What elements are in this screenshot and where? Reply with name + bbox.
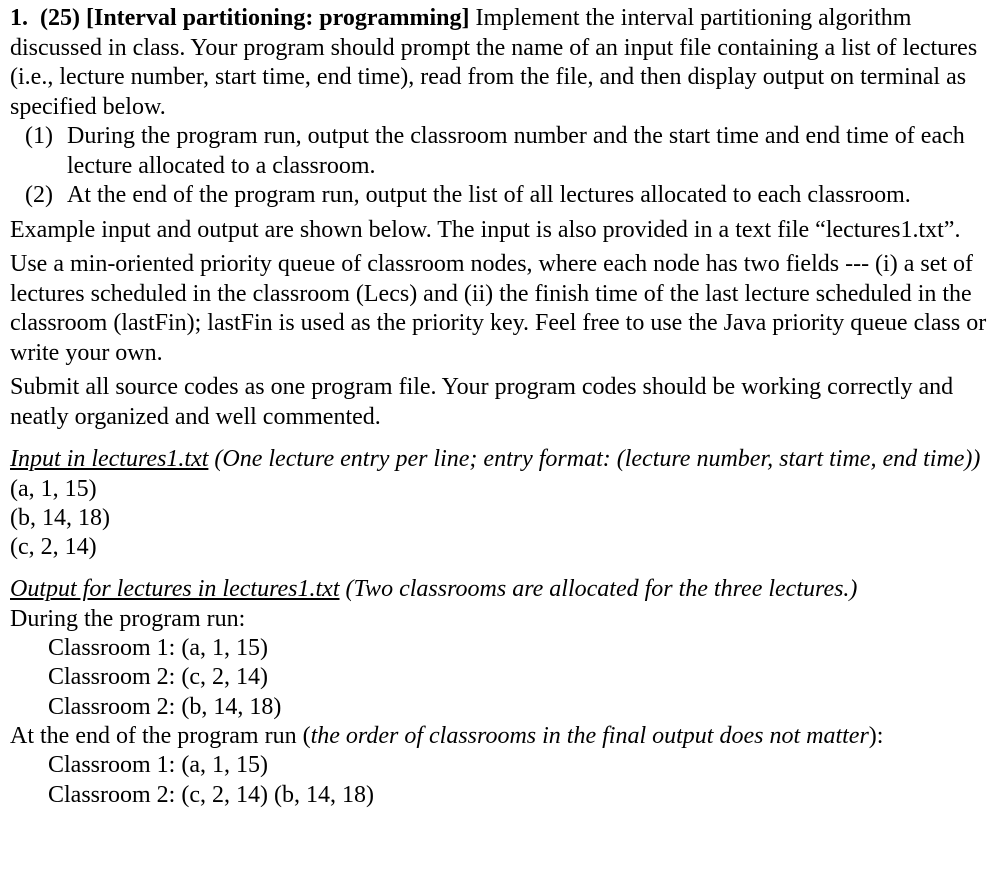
output-line: Classroom 2: (c, 2, 14) (b, 14, 18): [48, 781, 374, 808]
submit-note: Submit all source codes as one program file. Your program codes should be working correctly and neatly organized and well commented.: [10, 374, 954, 430]
question-tag: [Interval partitioning: programming]: [85, 5, 470, 31]
input-line: (c, 2, 14): [10, 534, 97, 561]
requirement-number: (1): [25, 123, 53, 149]
requirement-item: [10, 122, 1000, 181]
priority-queue-note: Use a min-oriented priority queue of classroom nodes, where each node has two fields --- (i) a set of lectures scheduled in the classroom (Lecs) and (ii) the finish time of the last lecture scheduled in the classroom (lastFin); lastFin is used as the priority key. Feel free to use the Java priority queue class or write your own.: [10, 251, 987, 366]
input-lines: [10, 475, 1000, 563]
question-points: (25): [40, 5, 80, 31]
requirement-text: At the end of the program run, output the list of all lectures allocated to each classroom.: [67, 182, 911, 208]
during-run-label: During the program run:: [10, 605, 246, 632]
end-label-end: ):: [868, 723, 884, 750]
question-intro: [10, 4, 1000, 122]
output-section-heading: [10, 575, 1000, 605]
requirement-item: [10, 181, 1000, 211]
input-line: (b, 14, 18): [10, 504, 110, 531]
end-of-run-lines: [10, 751, 1000, 810]
question-intro-text: Implement the interval partitioning algorithm discussed in class. Your program should prompt the name of an input file containing a list of lectures (i.e., lecture number, start time, end time), read from the file, and then display output on terminal as specified below.: [10, 5, 978, 120]
output-line: Classroom 1: (a, 1, 15): [48, 752, 268, 779]
end-of-run-label: [10, 722, 1000, 751]
output-subheading: (Two classrooms are allocated for the three lectures.): [345, 576, 858, 603]
input-line: (a, 1, 15): [10, 475, 97, 502]
document: [10, 4, 1000, 810]
input-section-heading: [10, 445, 1000, 475]
output-line: Classroom 2: (b, 14, 18): [48, 693, 282, 720]
end-label-start: At the end of the program run (: [10, 723, 311, 750]
output-line: Classroom 2: (c, 2, 14): [48, 664, 268, 691]
input-subheading: (One lecture entry per line; entry format: (lecture number, start time, end time)): [214, 446, 981, 472]
output-heading: Output for lectures in lectures1.txt: [10, 576, 340, 603]
input-heading: Input in lectures1.txt: [10, 446, 209, 472]
requirement-number: (2): [25, 182, 53, 208]
during-run-lines: [10, 634, 1000, 722]
question-number: 1.: [10, 5, 28, 31]
example-note: Example input and output are shown below. The input is also provided in a text file “lectures1.txt”.: [10, 216, 961, 243]
requirement-text: During the program run, output the classroom number and the start time and end time of each lecture allocated to a classroom.: [67, 123, 965, 179]
output-line: Classroom 1: (a, 1, 15): [48, 635, 268, 662]
end-label-italic: the order of classrooms in the final output does not matter: [310, 723, 869, 750]
